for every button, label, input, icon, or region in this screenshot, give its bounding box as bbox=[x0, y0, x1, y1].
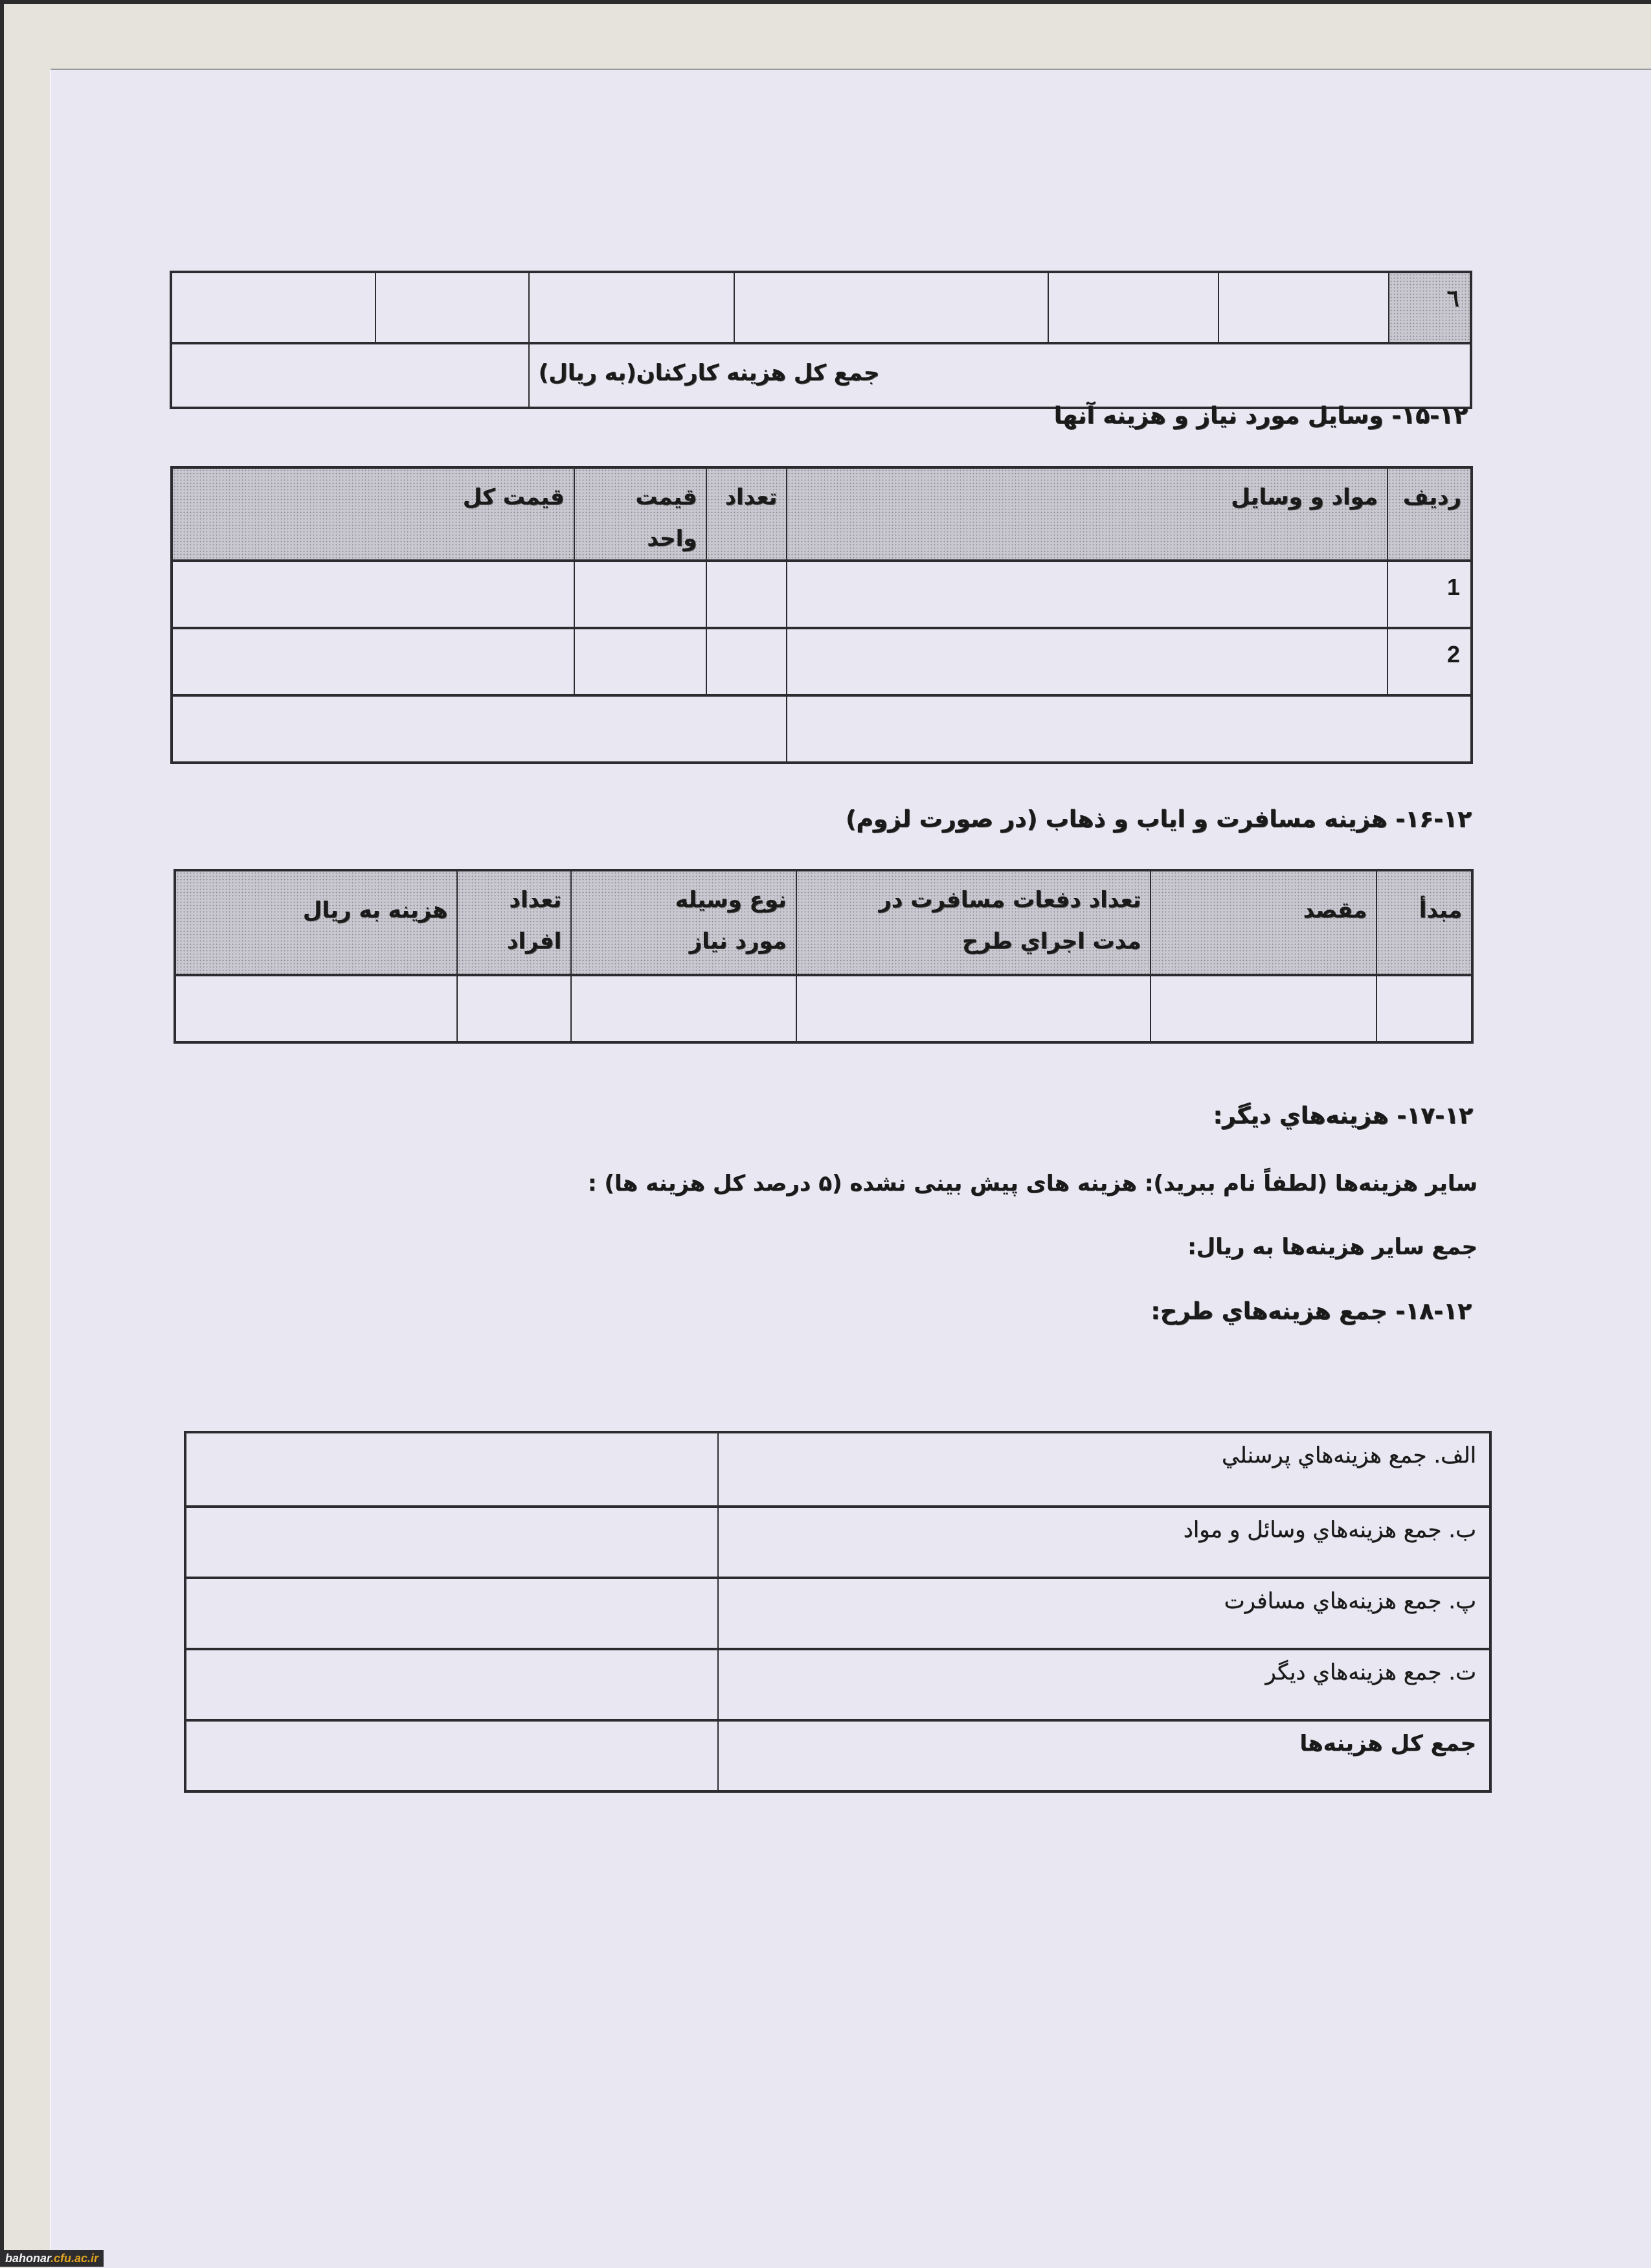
equipment-cost-table bbox=[170, 466, 1473, 764]
table-row bbox=[175, 975, 1472, 1042]
table-cell[interactable] bbox=[1376, 975, 1472, 1042]
summary-value-cell[interactable] bbox=[185, 1432, 718, 1507]
summary-label-cell: ت. جمع هزینه‌هاي دیگر bbox=[718, 1649, 1490, 1720]
other-costs-line: سایر هزینه‌ها (لطفاً نام ببرید): هزینه های پیش بینی نشده (۵ درصد کل هزینه ها) : bbox=[587, 1171, 1477, 1196]
travel-section-heading: ۱۶-۱۲- هزینه مسافرت و ایاب و ذهاب (در صورت لزوم) bbox=[845, 806, 1472, 833]
table-cell[interactable] bbox=[574, 561, 707, 628]
table-cell[interactable] bbox=[457, 975, 571, 1042]
site-watermark: bahonar.cfu.ac.ir bbox=[0, 2250, 104, 2267]
table-header-row bbox=[175, 870, 1472, 975]
travel-cost-table bbox=[174, 869, 1474, 1044]
summary-label-cell: پ. جمع هزینه‌هاي مسافرت bbox=[718, 1578, 1490, 1649]
row-number-cell: 1 bbox=[1387, 561, 1472, 628]
table-cell[interactable] bbox=[175, 975, 457, 1042]
personnel-total-label: جمع کل هزینه کارکنان(به ریال) bbox=[538, 360, 880, 386]
table-cell[interactable] bbox=[376, 272, 529, 343]
other-costs-total: جمع سایر هزینه‌ها به ریال: bbox=[1187, 1234, 1477, 1260]
column-header: تعداد bbox=[706, 467, 787, 561]
table-cell[interactable] bbox=[706, 561, 787, 628]
column-header: ردیف bbox=[1387, 467, 1472, 561]
table-header-row bbox=[172, 467, 1472, 561]
column-header: مواد و وسایل bbox=[787, 467, 1387, 561]
row-number: ٦ bbox=[1446, 285, 1459, 311]
total-row bbox=[172, 695, 1472, 763]
column-header: تعداد افراد bbox=[457, 870, 571, 975]
column-header: قیمت واحد bbox=[574, 467, 707, 561]
scanner-edge-left bbox=[0, 0, 4, 2267]
row-number-cell bbox=[1389, 272, 1471, 343]
table-cell[interactable] bbox=[787, 628, 1387, 695]
summary-label-cell: الف. جمع هزینه‌هاي پرسنلي bbox=[718, 1432, 1490, 1507]
table-cell[interactable] bbox=[1219, 272, 1389, 343]
column-header: مبدأ bbox=[1376, 870, 1472, 975]
table-cell[interactable] bbox=[706, 628, 787, 695]
scanner-edge-top bbox=[0, 0, 1651, 4]
summary-value-cell[interactable] bbox=[185, 1507, 718, 1578]
equipment-section-heading: ۱۵-۱۲- وسایل مورد نیاز و هزینه آنها bbox=[1053, 403, 1468, 429]
other-costs-heading: ۱۷-۱۲- هزینه‌هاي دیگر: bbox=[1213, 1103, 1473, 1129]
summary-label-cell: ب. جمع هزینه‌هاي وسائل و مواد bbox=[718, 1507, 1490, 1578]
column-header: مقصد bbox=[1151, 870, 1376, 975]
table-row bbox=[171, 272, 1471, 343]
table-cell[interactable] bbox=[172, 628, 574, 695]
summary-value-cell[interactable] bbox=[185, 1649, 718, 1720]
column-header: تعداد دفعات مسافرت در مدت اجراي طرح bbox=[796, 870, 1151, 975]
summary-row bbox=[185, 1649, 1490, 1720]
row-number-cell: 2 bbox=[1387, 628, 1472, 695]
personnel-cost-table bbox=[170, 271, 1472, 409]
table-cell[interactable] bbox=[734, 272, 1048, 343]
grand-total-value[interactable] bbox=[185, 1720, 718, 1791]
column-header: هزینه به ریال bbox=[175, 870, 457, 975]
summary-row bbox=[185, 1578, 1490, 1649]
column-header: قیمت کل bbox=[172, 467, 574, 561]
table-cell[interactable] bbox=[1151, 975, 1376, 1042]
project-total-table bbox=[184, 1431, 1492, 1793]
table-cell[interactable] bbox=[1048, 272, 1219, 343]
total-row bbox=[171, 343, 1471, 408]
total-label-cell bbox=[529, 343, 1471, 408]
table-cell[interactable] bbox=[171, 272, 376, 343]
summary-label-cell: جمع کل هزینه‌ها bbox=[718, 1720, 1490, 1791]
column-header: نوع وسیله مورد نیاز bbox=[571, 870, 796, 975]
table-cell[interactable] bbox=[574, 628, 707, 695]
summary-row bbox=[185, 1432, 1490, 1507]
summary-row bbox=[185, 1507, 1490, 1578]
table-row bbox=[172, 628, 1472, 695]
table-cell[interactable] bbox=[529, 272, 735, 343]
project-total-heading: ۱۸-۱۲- جمع هزینه‌هاي طرح: bbox=[1151, 1298, 1472, 1325]
grand-total-row bbox=[185, 1720, 1490, 1791]
table-cell[interactable] bbox=[787, 695, 1472, 763]
table-cell[interactable] bbox=[172, 561, 574, 628]
table-cell[interactable] bbox=[571, 975, 796, 1042]
summary-value-cell[interactable] bbox=[185, 1578, 718, 1649]
equipment-total-value[interactable] bbox=[172, 695, 787, 763]
table-row bbox=[172, 561, 1472, 628]
table-cell[interactable] bbox=[787, 561, 1387, 628]
table-cell[interactable] bbox=[796, 975, 1151, 1042]
personnel-total-value[interactable] bbox=[171, 343, 529, 408]
